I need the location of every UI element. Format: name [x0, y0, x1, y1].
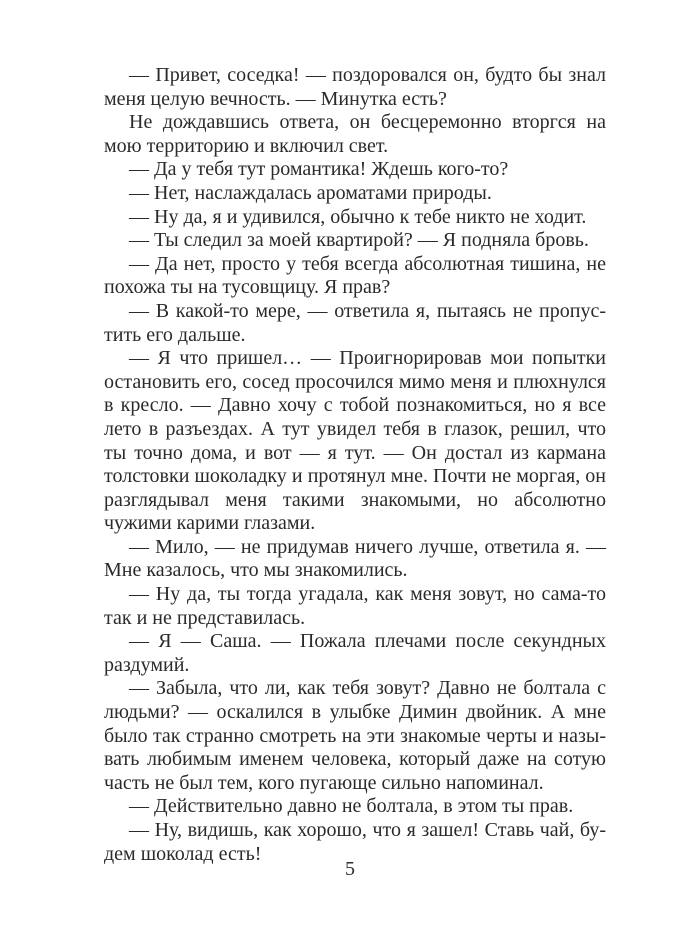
- paragraph: — Мило, — не придумав ничего лучше, ответила я. — Мне казалось, что мы знакомились.: [104, 535, 606, 582]
- page-body: [104, 64, 606, 866]
- paragraph: — Да нет, просто у тебя всегда абсолютная тишина, не похожа ты на тусовщицу. Я прав?: [104, 252, 606, 299]
- paragraph: — Ты следил за моей квартирой? — Я подняла бровь.: [129, 229, 589, 252]
- paragraph: — Да у тебя тут романтика! Ждешь кого-то?: [129, 158, 509, 181]
- paragraph: — Ну да, я и удивился, обычно к тебе никто не ходит.: [129, 205, 587, 228]
- paragraph: — Нет, наслаждалась ароматами природы.: [129, 181, 492, 204]
- paragraph: — Действительно давно не болтала, в этом ты прав.: [129, 795, 574, 818]
- paragraph: — Ну, видишь, как хорошо, что я зашел! Ставь чай, будем шоколад есть!: [104, 819, 606, 865]
- page-number: 5: [345, 858, 355, 880]
- paragraph: — Привет, соседка! — поздоровался он, будто бы знал меня целую вечность. — Минутка есть?: [104, 64, 606, 110]
- paragraph: Не дождавшись ответа, он бесцеремонно вторгся на мою территорию и включил свет.: [104, 111, 606, 157]
- paragraph: — Я — Саша. — Пожала плечами после секундных раздумий.: [104, 630, 606, 676]
- paragraph: — Забыла, что ли, как тебя зовут? Давно не болтала с людьми? — оскалился в улыбке Димин двойник. А мне было так странно смотреть на эти знакомые черты и называть любимым именем человека, который даже на сотую часть не был тем, кого пугающе сильно напоминал.: [104, 677, 606, 794]
- paragraph: — В какой-то мере, — ответила я, пытаясь не пропустить его дальше.: [104, 299, 606, 346]
- paragraph: — Я что пришел… — Проигнорировав мои попытки остановить его, сосед просочился мимо меня и плюхнулся в кресло. — Давно хочу с тобой познакомиться, но я все лето в разъездах. А тут увидел тебя в глазок, решил, что ты точно дома, и вот — я тут. — Он достал из кармана толстовки шоколадку и протянул мне. Почти не моргая, он разглядывал меня такими знакомыми, но абсолютно чужими карими глазами.: [104, 347, 606, 535]
- paragraph: — Ну да, ты тогда угадала, как меня зовут, но сама-то так и не представилась.: [104, 583, 606, 629]
